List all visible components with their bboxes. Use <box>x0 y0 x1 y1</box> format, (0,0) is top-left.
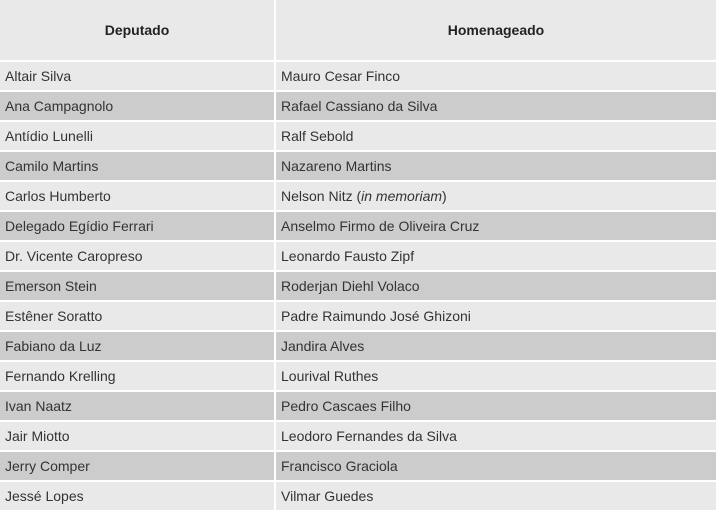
homenageado-cell <box>275 181 717 211</box>
deputado-cell: Emerson Stein <box>0 271 275 301</box>
homenageado-cell: Rafael Cassiano da Silva <box>275 91 717 121</box>
homenageado-cell: Vilmar Guedes <box>275 481 717 511</box>
table-row <box>0 181 717 211</box>
table-body <box>0 61 717 511</box>
table-row <box>0 121 717 151</box>
deputado-cell: Jessé Lopes <box>0 481 275 511</box>
homenageado-cell: Roderjan Diehl Volaco <box>275 271 717 301</box>
table-row <box>0 91 717 121</box>
closing-paren: ) <box>442 188 447 204</box>
homenageado-cell: Padre Raimundo José Ghizoni <box>275 301 717 331</box>
homenageado-cell: Ralf Sebold <box>275 121 717 151</box>
table-row <box>0 481 717 511</box>
column-header-deputado: Deputado <box>0 0 275 61</box>
deputado-cell: Carlos Humberto <box>0 181 275 211</box>
table-row <box>0 391 717 421</box>
deputado-cell: Fabiano da Luz <box>0 331 275 361</box>
homenageado-name: Nelson Nitz ( <box>281 188 362 204</box>
table-row <box>0 421 717 451</box>
table-row <box>0 271 717 301</box>
homenageado-cell: Jandira Alves <box>275 331 717 361</box>
table-row <box>0 451 717 481</box>
table-row <box>0 211 717 241</box>
homenageado-cell: Lourival Ruthes <box>275 361 717 391</box>
table-row <box>0 301 717 331</box>
deputado-cell: Jerry Comper <box>0 451 275 481</box>
table-row <box>0 361 717 391</box>
deputado-cell: Delegado Egídio Ferrari <box>0 211 275 241</box>
deputado-cell: Altair Silva <box>0 61 275 91</box>
table-row <box>0 331 717 361</box>
homenageado-cell: Mauro Cesar Finco <box>275 61 717 91</box>
table-row <box>0 241 717 271</box>
homenageado-cell: Leodoro Fernandes da Silva <box>275 421 717 451</box>
homenageado-cell: Pedro Cascaes Filho <box>275 391 717 421</box>
deputado-cell: Camilo Martins <box>0 151 275 181</box>
homenageado-cell: Leonardo Fausto Zipf <box>275 241 717 271</box>
table-row <box>0 61 717 91</box>
in-memoriam-note: in memoriam <box>361 188 443 204</box>
homenageado-cell: Francisco Graciola <box>275 451 717 481</box>
deputado-cell: Ana Campagnolo <box>0 91 275 121</box>
table-header-row <box>0 0 717 61</box>
column-header-homenageado: Homenageado <box>275 0 717 61</box>
deputado-cell: Estêner Soratto <box>0 301 275 331</box>
deputado-cell: Antídio Lunelli <box>0 121 275 151</box>
table-row <box>0 151 717 181</box>
deputado-cell: Fernando Krelling <box>0 361 275 391</box>
deputado-cell: Ivan Naatz <box>0 391 275 421</box>
deputado-cell: Dr. Vicente Caropreso <box>0 241 275 271</box>
homenageado-cell: Anselmo Firmo de Oliveira Cruz <box>275 211 717 241</box>
homenageado-cell: Nazareno Martins <box>275 151 717 181</box>
deputado-cell: Jair Miotto <box>0 421 275 451</box>
